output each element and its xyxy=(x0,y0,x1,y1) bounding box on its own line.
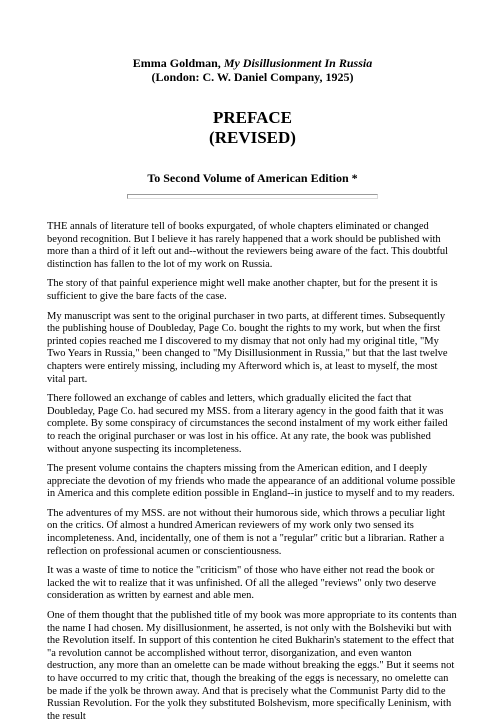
author-line xyxy=(47,56,458,70)
citation-header xyxy=(47,0,458,84)
paragraph: The adventures of my MSS. are not without their humorous side, which throws a peculiar light on the critics. Of almost a hundred American reviewers of my work only two sensed its incompleteness. And, incidentally, one of them is not a "regular" critic but a librarian. Rather a reflection on professional acumen or conscientiousness. xyxy=(47,507,446,557)
paragraph: One of them thought that the published title of my book was more appropriate to its contents than the name I had chosen. My disillusionment, he asserted, is not only with the Bolsheviki but with the Revolution itself. In support of this contention he cited Bukharin's statement to the effect that "a revolution cannot be accomplished without terror, disorganization, and even wanton destruction, any more than an omelette can be made without breaking the eggs." But it seems not to have occurred to my critic that, though the breaking of the eggs is necessary, no omelette can be made if the yolk be thrown away. And that is precisely what the Communist Party did to the Russian Revolution. For the yolk they substituted Bolshevism, more specifically Leninism, with the result xyxy=(47,610,457,722)
paragraph: THE annals of literature tell of books expurgated, of whole chapters eliminated or changed beyond recognition. But I believe it has rarely happened that a work should be published with more than a third of it left out and--without the reviewers being aware of the fact. This doubtful distinction has fallen to the lot of my work on Russia. xyxy=(47,221,449,270)
publisher-line: (London: C. W. Daniel Company, 1925) xyxy=(151,70,354,84)
chapter-title: PREFACE xyxy=(212,108,292,127)
paragraph: There followed an exchange of cables and letters, which gradually elicited the fact that Doubleday, Page Co. had secured my MSS. from a literary agency in the good faith that it was complete. By some conspiracy of circumstances the second instalment of my work either failed to reach the original purchaser or was lost in his office. At any rate, the book was published without anyone suspecting its incompleteness. xyxy=(47,393,448,455)
section-heading: To Second Volume of American Edition * xyxy=(147,171,358,185)
paragraph: The present volume contains the chapters missing from the American edition, and I deeply appreciate the devotion of my friends who made the appearance of an additional volume possible in America and this complete edition possible in England--in justice to myself and to my readers. xyxy=(47,463,456,500)
chapter-heading xyxy=(47,108,458,148)
paragraph: It was a waste of time to notice the "criticism" of those who have either not read the book or lacked the wit to realize that it was unfinished. Of all the alleged "reviews" only two deserve consideration as written by earnest and able men. xyxy=(47,565,437,602)
horizontal-rule xyxy=(127,194,378,199)
chapter-subtitle: (REVISED) xyxy=(209,128,296,147)
author-name: Emma Goldman, xyxy=(132,56,224,70)
paragraph: My manuscript was sent to the original purchaser in two parts, at different times. Subsequently the publishing house of Doubleday, Page Co. bought the rights to my work, but when the first printed copies reached me I discovered to my dismay that not only had my original title, "My Two Years in Russia," been changed to "My Disillusionment in Russia," but that the last twelve chapters were entirely missing, including my Afterword which is, at least to myself, the most vital part. xyxy=(47,310,448,385)
book-title: My Disillusionment In Russia xyxy=(223,56,373,70)
body-text xyxy=(47,221,458,723)
paragraph: The story of that painful experience might well make another chapter, but for the present it is sufficient to give the bare facts of the case. xyxy=(47,278,438,302)
